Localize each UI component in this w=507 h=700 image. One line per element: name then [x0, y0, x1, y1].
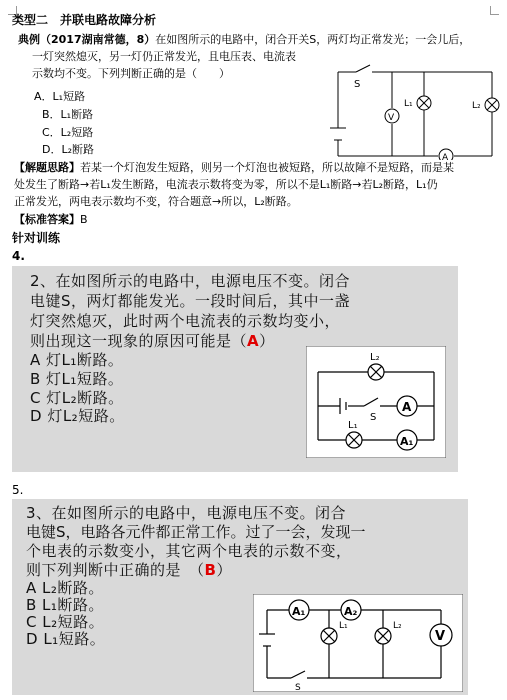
- example-circuit-switch-label: S: [354, 79, 361, 90]
- example-text-1: 在如图所示的电路中，闭合开关S，两灯均正常发光；一会儿后，: [155, 33, 471, 46]
- solution-text-1: 若某一个灯泡发生短路，则另一个灯泡也被短路，所以故障不是短路，而是某: [80, 161, 454, 174]
- example-line2: 一灯突然熄灭，另一灯仍正常发光，且电压表、电流表: [32, 50, 296, 63]
- question-4-line4-text: 则出现这一现象的原因可能是（: [30, 332, 248, 350]
- question-5-line4: [26, 560, 232, 580]
- question-5-line3: 个电表的示数变小，其它两个电表的示数不变，: [26, 542, 352, 560]
- question-4-circuit-lamp2-label: L₂: [370, 352, 380, 363]
- question-4-line2: 电键S，两灯都能发光。一段时间后，其中一盏: [30, 292, 351, 310]
- solution-line3: 正常发光，两电表示数均不变，符合题意→所以，L₂断路。: [14, 195, 298, 208]
- question-5-circuit-ammeter2-label: A₂: [344, 605, 358, 618]
- example-circuit-lamp2-label: L₂: [472, 101, 481, 111]
- example-option-c: C．L₂短路: [42, 126, 94, 139]
- question-4-number: 4.: [12, 249, 25, 263]
- question-5-line2: 电键S，电路各元件都正常工作。过了一会，发现一: [26, 523, 366, 541]
- question-4-line3: 灯突然熄灭，此时两个电流表的示数均变小，: [30, 312, 341, 330]
- question-5-circuit-lamp2-label: L₂: [393, 621, 402, 631]
- example-label: 典例（2017湖南常德，8）: [18, 33, 156, 46]
- question-5-option-d: D L₁短路。: [26, 630, 106, 648]
- question-5-answer: B: [204, 561, 217, 579]
- answer-label: 【标准答案】: [14, 213, 80, 226]
- answer-value: B: [80, 213, 88, 226]
- question-4-circuit-lamp1-label: L₁: [348, 420, 358, 431]
- solution-line1: [14, 160, 454, 175]
- question-5-option-c: C L₂短路。: [26, 613, 105, 631]
- question-5-circuit-lamp1-label: L₁: [339, 621, 348, 631]
- example-circuit-voltmeter-label: V: [388, 113, 395, 123]
- question-5-line4-text: 则下列判断中正确的是 （: [26, 561, 205, 579]
- question-4-option-b: B 灯L₁短路。: [30, 370, 124, 388]
- question-4-circuit-switch-label: S: [370, 412, 377, 423]
- question-5-circuit-diagram: [253, 594, 463, 692]
- example-line3: 示数均不变。下列判断正确的是（ ）: [32, 67, 230, 80]
- corner-mark-top-right: [490, 6, 499, 15]
- question-4-option-a: A 灯L₁断路。: [30, 351, 124, 369]
- question-5-number: 5.: [12, 483, 24, 497]
- question-5-line4-end: ）: [216, 561, 232, 579]
- question-5-circuit-voltmeter-label: V: [435, 629, 446, 644]
- example-circuit-ammeter-label: A: [442, 153, 449, 160]
- question-4-option-d: D 灯L₂短路。: [30, 407, 125, 425]
- answer-line: [14, 212, 88, 227]
- question-4-circuit-ammeter1-label: A₁: [400, 435, 414, 448]
- question-4-line1: 2、在如图所示的电路中，电源电压不变。闭合: [30, 272, 351, 290]
- section-title: 类型二 并联电路故障分析: [12, 13, 157, 27]
- question-5-circuit-ammeter1-label: A₁: [292, 605, 306, 618]
- example-circuit-lamp1-label: L₁: [404, 99, 413, 109]
- example-line1: [18, 32, 470, 47]
- question-5-option-b: B L₁断路。: [26, 596, 104, 614]
- question-5-option-a: A L₂断路。: [26, 579, 104, 597]
- example-option-d: D．L₂断路: [42, 143, 95, 156]
- example-option-a: A．L₁短路: [34, 90, 86, 103]
- question-5-line1: 3、在如图所示的电路中，电源电压不变。闭合: [26, 504, 347, 522]
- question-4-line4-end: ）: [259, 332, 275, 350]
- question-4-circuit-ammeter-label: A: [402, 400, 412, 414]
- question-4-line4: [30, 331, 275, 351]
- question-4-option-c: C 灯L₂断路。: [30, 389, 124, 407]
- question-4-circuit-diagram: [306, 346, 446, 458]
- question-5-circuit-switch-label: S: [295, 683, 301, 692]
- solution-line2: 处发生了断路→若L₁发生断路，电流表示数将变为零，所以不是L₁断路→若L₂断路，L₁仍: [14, 178, 438, 191]
- example-option-b: B．L₁断路: [42, 108, 94, 121]
- solution-label: 【解题思路】: [14, 161, 80, 174]
- question-4-answer: A: [247, 332, 260, 350]
- example-circuit-diagram: [320, 60, 500, 160]
- practice-title: 针对训练: [12, 231, 61, 245]
